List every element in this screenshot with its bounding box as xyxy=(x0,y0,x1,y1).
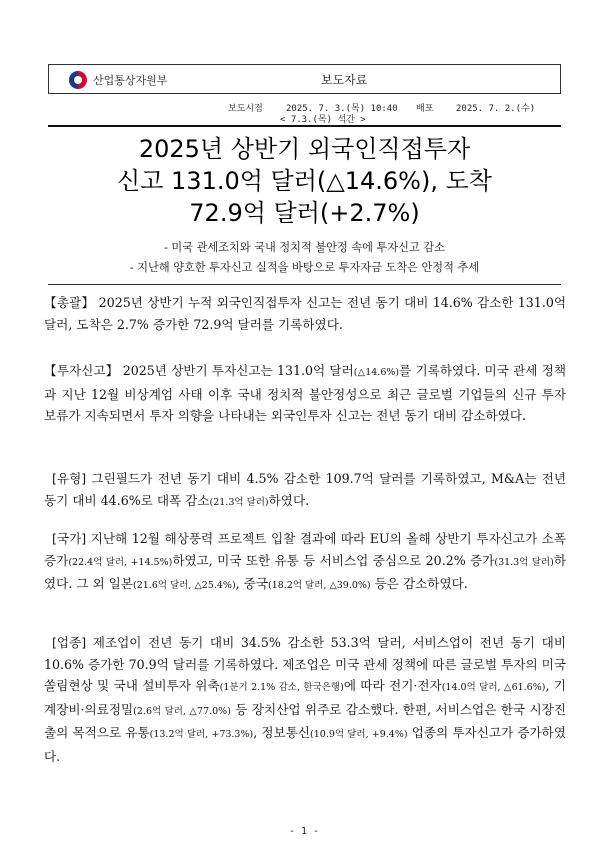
embargo-time: 2025. 7. 3.(목) 10:40 xyxy=(286,104,398,114)
subheading-1: - 미국 관세조치와 국내 정치적 불안정 속에 투자신고 감소 xyxy=(164,241,445,254)
investment-text-2: 를 기록하였다. 미국 관세 정책과 지난 12월 비상계엄 사태 이후 국내 정치적 불안정성으로 최근 글로벌 기업들의 신규 투자 보류가 지속되면서 투자 의향을 나타내는 외국인투자 신고는 전년 동기 대비 감소하였다. xyxy=(44,363,566,423)
country-text-1: 지난해 12월 해상풍력 프로젝트 입찰 결과에 따라 EU의 올해 상반기 투자신고가 소폭 증가 xyxy=(44,531,566,568)
country-paragraph xyxy=(44,528,566,597)
subheading-divider xyxy=(48,284,561,285)
summary-tag: 【총괄】 xyxy=(44,295,95,310)
taegeuk-logo-icon xyxy=(69,71,87,89)
investment-paragraph xyxy=(44,360,566,427)
type-text-2: 하였다. xyxy=(268,492,310,508)
industry-note-2: (14.0억 달러, △61.6%) xyxy=(441,682,546,693)
country-note-4: (18.2억 달러, △39.0%) xyxy=(268,580,371,591)
industry-tag: [업종] xyxy=(52,635,87,650)
industry-paragraph xyxy=(44,632,566,767)
document-type: 보도자료 xyxy=(321,73,368,87)
country-note-3: (21.6억 달러, △25.4%) xyxy=(133,580,236,591)
industry-text-1: 제조업이 전년 동기 대비 34.5% 감소한 53.3억 달러, 서비스업이 전년 동기 대비 10.6% 증가한 70.9억 달러를 기록하였다. 제조업은 미국 관세 정책에 따른 글로벌 투자의 미국 쏠림현상 및 국내 설비투자 위축 xyxy=(44,635,566,693)
type-note-1: (21.3억 달러) xyxy=(209,496,269,508)
industry-text-4: 등 장치산업 위주로 감소했다. 한편, 서비스업은 한국 시장진출의 목적으로 유통 xyxy=(44,701,566,740)
embargo-edition: < 7.3.(목) 석간 > xyxy=(280,115,366,125)
title-line-2: 신고 131.0억 달러(△14.6%), 도착 xyxy=(117,167,492,195)
industry-text-6: 업종의 투자신고가 증가하였다. xyxy=(44,725,567,764)
subheading-2: - 지난해 양호한 투자신고 실적을 바탕으로 투자자금 도착은 안정적 추세 xyxy=(129,261,480,274)
embargo-label: 보도시점 xyxy=(228,104,263,114)
press-release-header xyxy=(48,64,561,94)
country-note-1: (22.4억 달러, +14.5%) xyxy=(68,556,173,568)
country-note-2: (31.3억 달러) xyxy=(494,556,554,568)
investment-text-1: 2025년 상반기 투자신고는 131.0억 달러 xyxy=(118,363,354,378)
summary-text: 2025년 상반기 누적 외국인직접투자 신고는 전년 동기 대비 14.6% 감소한 131.0억 달러, 도착은 2.7% 증가한 72.9억 달러를 기록하였다. xyxy=(44,295,566,332)
country-text-4: , 중국 xyxy=(235,576,268,591)
investment-note-1: (△14.6%) xyxy=(353,367,400,378)
country-text-3: 하였다. 그 외 일본 xyxy=(44,552,566,591)
industry-text-5: , 정보통신 xyxy=(253,725,311,740)
country-text-5: 등은 감소하였다. xyxy=(370,576,468,591)
title-line-1: 2025년 상반기 외국인직접투자 xyxy=(138,135,471,163)
ministry-name: 산업통상자원부 xyxy=(93,74,168,87)
industry-text-3: , 기계장비·의료정밀 xyxy=(44,678,566,717)
type-text-1: 그린필드가 전년 동기 대비 4.5% 감소한 109.7억 달러를 기록하였고, M&A는 전년 동기 대비 44.6%로 대폭 감소 xyxy=(44,471,566,508)
title-line-3: 72.9억 달러(+2.7%) xyxy=(189,199,420,227)
ministry-logo xyxy=(69,71,167,89)
country-text-2: 하였고, 미국 또한 유통 등 서비스업 중심으로 20.2% 증가 xyxy=(172,552,495,568)
industry-note-3: (2.6억 달러, △77.0%) xyxy=(133,705,231,717)
industry-text-2: 에 따라 전기·전자 xyxy=(343,678,442,693)
type-tag: [유형] xyxy=(52,471,87,486)
issue-label: 배포 xyxy=(416,104,434,114)
investment-tag: 【투자신고】 xyxy=(44,363,119,378)
country-tag: [국가] xyxy=(52,531,87,546)
industry-note-5: (10.9억 달러, +9.4%) xyxy=(310,729,408,740)
type-paragraph xyxy=(44,468,566,513)
subheadings xyxy=(48,238,561,278)
industry-note-1: (1분기 2.1% 감소, 한국은행) xyxy=(219,682,344,693)
header-divider xyxy=(48,125,561,127)
industry-note-4: (13.2억 달러, +73.3%) xyxy=(149,729,254,740)
summary-paragraph xyxy=(44,292,566,335)
page-number: - 1 - xyxy=(288,826,320,837)
page-title xyxy=(48,133,561,229)
issue-date: 2025. 7. 2.(수) xyxy=(456,104,536,114)
